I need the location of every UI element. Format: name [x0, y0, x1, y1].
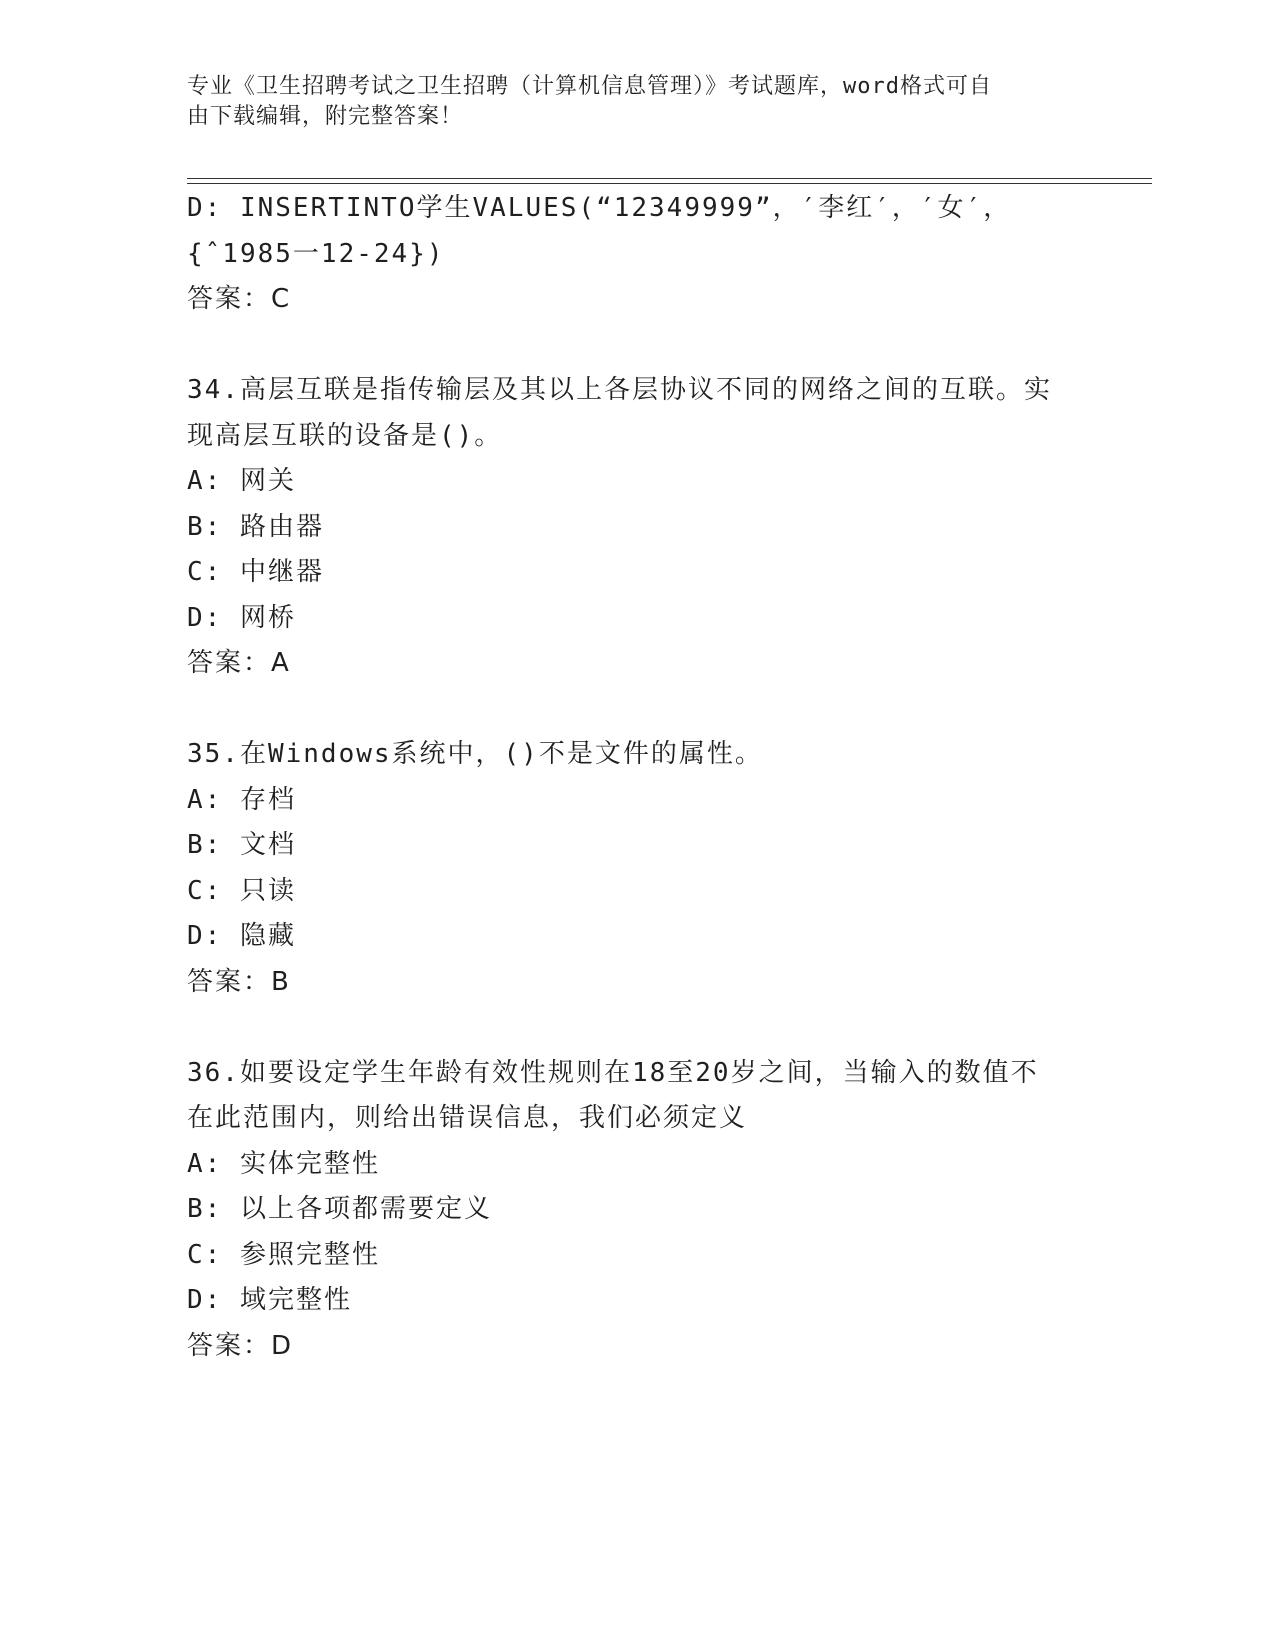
- spacer: [187, 687, 1087, 733]
- question-stem-line-1: 36.如要设定学生年龄有效性规则在18至20岁之间，当输入的数值不: [187, 1057, 1039, 1088]
- option-d: D: 网桥: [187, 602, 296, 633]
- option-b: B: 以上各项都需要定义: [187, 1194, 492, 1224]
- option-d: D: 隐藏: [187, 921, 296, 951]
- question-stem-line-1: 35.在Windows系统中，()不是文件的属性。: [187, 739, 763, 769]
- option-a: A: 网关: [187, 466, 296, 496]
- option-d-line-2: {ˆ1985一12-24}): [187, 238, 445, 269]
- document-header: [187, 72, 1067, 132]
- header-divider-top: [187, 178, 1152, 179]
- answer-33: 答案：C: [187, 284, 292, 314]
- spacer: [187, 323, 1087, 369]
- question-stem-line-1: 34.高层互联是指传输层及其以上各层协议不同的网络之间的互联。实: [187, 375, 1052, 405]
- answer-35: 答案：B: [187, 966, 291, 997]
- header-line-2: 由下载编辑，附完整答案！: [187, 104, 464, 129]
- option-a: A: 实体完整性: [187, 1148, 380, 1179]
- option-b: B: 文档: [187, 830, 296, 860]
- option-d: D: 域完整性: [187, 1285, 352, 1315]
- option-a: A: 存档: [187, 784, 296, 815]
- question-content: [187, 186, 1087, 1369]
- option-d-line-1: D: INSERTINTO学生VALUES(“12349999”，′李红′，′女′，: [187, 193, 1012, 223]
- answer-36: 答案：D: [187, 1330, 294, 1361]
- header-divider-bottom: [187, 183, 1152, 184]
- option-c: C: 中继器: [187, 557, 324, 587]
- question-34: [187, 368, 1087, 687]
- spacer: [187, 1005, 1087, 1051]
- question-35: [187, 732, 1087, 1005]
- header-line-1: 专业《卫生招聘考试之卫生招聘（计算机信息管理）》考试题库，word格式可自: [187, 74, 992, 99]
- option-c: C: 只读: [187, 875, 296, 906]
- option-c: C: 参照完整性: [187, 1239, 380, 1270]
- question-36: [187, 1051, 1087, 1370]
- question-stem-line-2: 现高层互联的设备是()。: [187, 420, 503, 451]
- option-b: B: 路由器: [187, 511, 324, 542]
- answer-34: 答案：A: [187, 648, 291, 678]
- question-stem-line-2: 在此范围内，则给出错误信息，我们必须定义: [187, 1103, 748, 1133]
